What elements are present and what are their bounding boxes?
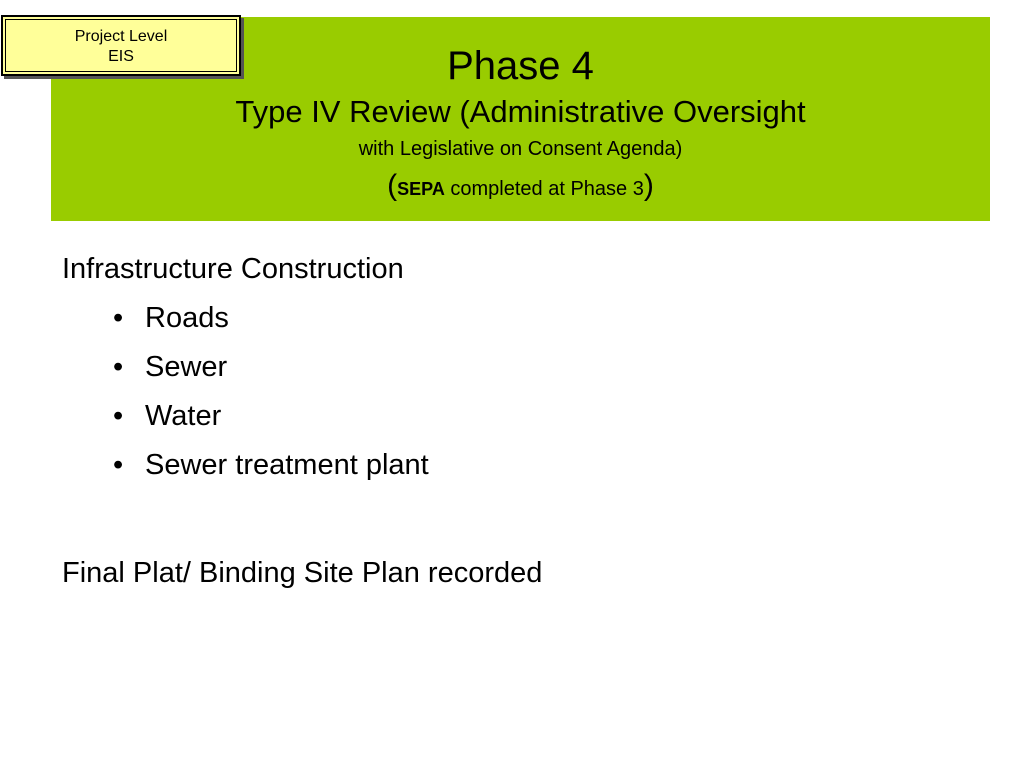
slide-title: Phase 4: [447, 44, 594, 88]
bullet-item: [113, 349, 227, 385]
slide-subtitle: Type IV Review (Administrative Oversight: [235, 94, 806, 129]
bullet-label: Sewer: [145, 351, 228, 383]
bullet-label: Sewer treatment plant: [145, 449, 429, 481]
tag-line-2: EIS: [108, 48, 134, 65]
sepa-open-paren: (: [387, 169, 398, 202]
sepa-close-paren: ): [643, 169, 654, 202]
bullet-dot-icon: •: [113, 351, 124, 383]
bullet-item: [113, 447, 429, 483]
bullet-dot-icon: •: [113, 302, 124, 334]
bullet-item: [113, 300, 229, 336]
sepa-label: SEPA: [397, 179, 445, 199]
sepa-rest: completed at Phase 3: [444, 178, 644, 200]
tag-line-1: Project Level: [74, 28, 168, 45]
bullet-item: [113, 398, 221, 434]
slide-subtitle-2: with Legislative on Consent Agenda): [358, 138, 683, 160]
sepa-note: [51, 166, 990, 209]
bullet-label: Water: [145, 400, 222, 432]
bullet-dot-icon: •: [113, 400, 124, 432]
bullet-label: Roads: [145, 302, 229, 334]
bullet-dot-icon: •: [113, 449, 124, 481]
section-heading: Infrastructure Construction: [62, 253, 404, 285]
footer-line: Final Plat/ Binding Site Plan recorded: [62, 557, 543, 589]
